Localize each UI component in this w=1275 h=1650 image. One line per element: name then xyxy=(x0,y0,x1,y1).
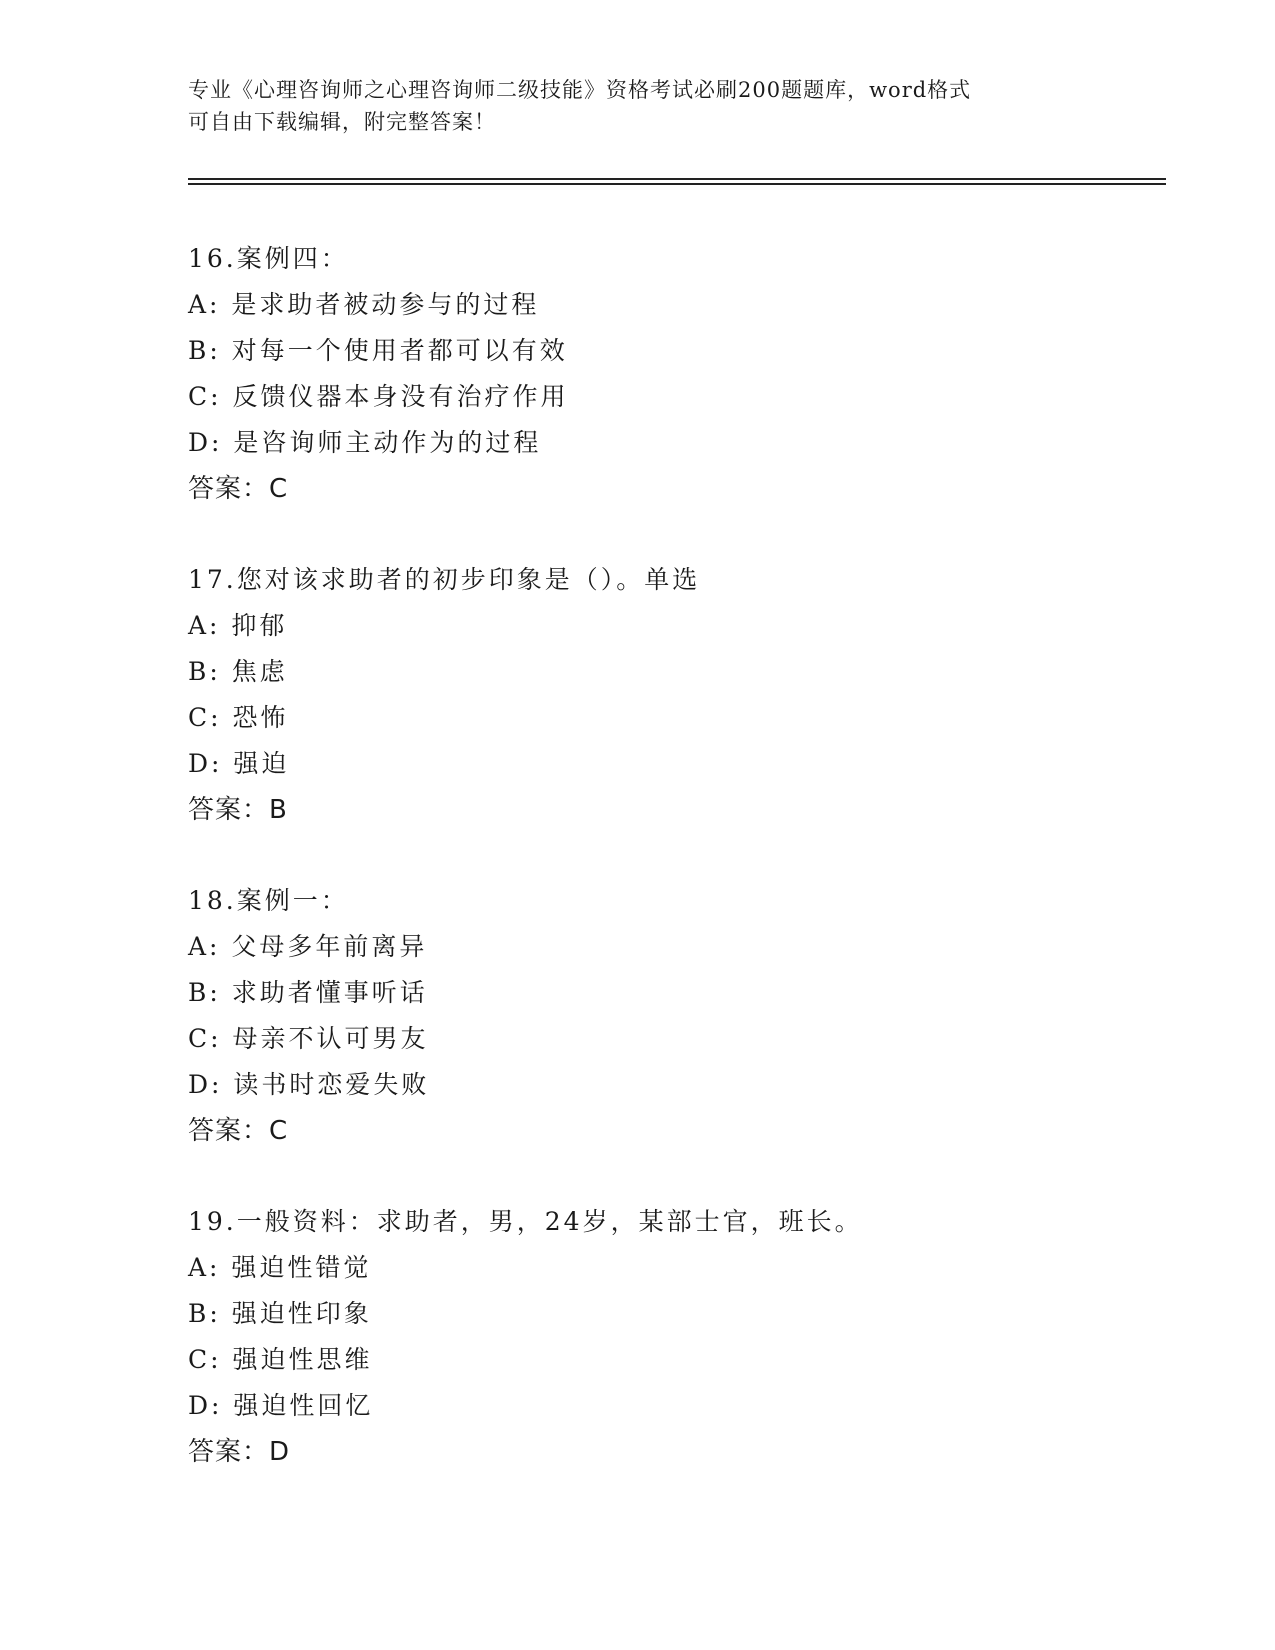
question-stem: 19.一般资料：求助者，男，24岁，某部士官，班长。 xyxy=(188,1207,863,1236)
header-line-1: 专业《心理咨询师之心理咨询师二级技能》资格考试必刷200题题库，word格式 xyxy=(188,78,972,102)
option-d: D: 强迫 xyxy=(188,749,290,778)
question-19 xyxy=(188,1199,1148,1475)
option-c: C: 反馈仪器本身没有治疗作用 xyxy=(188,382,569,411)
option-a: A: 是求助者被动参与的过程 xyxy=(188,290,540,319)
question-17 xyxy=(188,557,1148,833)
option-a: A: 父母多年前离异 xyxy=(188,932,428,961)
answer-line: 答案：B xyxy=(188,795,288,825)
header-divider-top xyxy=(188,178,1166,180)
question-16 xyxy=(188,236,1148,512)
answer-line: 答案：D xyxy=(188,1437,291,1467)
answer-line: 答案：C xyxy=(188,474,289,504)
option-d: D: 读书时恋爱失败 xyxy=(188,1070,430,1099)
header-divider-bottom xyxy=(188,183,1166,185)
option-a: A: 抑郁 xyxy=(188,611,288,640)
option-d: D: 是咨询师主动作为的过程 xyxy=(188,428,542,457)
question-stem: 18.案例一： xyxy=(188,886,349,915)
option-b: B: 强迫性印象 xyxy=(188,1299,372,1328)
option-a: A: 强迫性错觉 xyxy=(188,1253,372,1282)
answer-line: 答案：C xyxy=(188,1116,289,1146)
option-d: D: 强迫性回忆 xyxy=(188,1391,374,1420)
option-c: C: 强迫性思维 xyxy=(188,1345,373,1374)
option-b: B: 求助者懂事听话 xyxy=(188,978,428,1007)
question-18 xyxy=(188,878,1148,1154)
option-b: B: 焦虑 xyxy=(188,657,288,686)
question-stem: 17.您对该求助者的初步印象是（）。单选 xyxy=(188,565,701,594)
document-header xyxy=(188,74,1088,138)
option-c: C: 恐怖 xyxy=(188,703,289,732)
header-line-2: 可自由下载编辑，附完整答案！ xyxy=(188,110,496,134)
question-stem: 16.案例四： xyxy=(188,244,349,273)
option-c: C: 母亲不认可男友 xyxy=(188,1024,429,1053)
option-b: B: 对每一个使用者都可以有效 xyxy=(188,336,568,365)
